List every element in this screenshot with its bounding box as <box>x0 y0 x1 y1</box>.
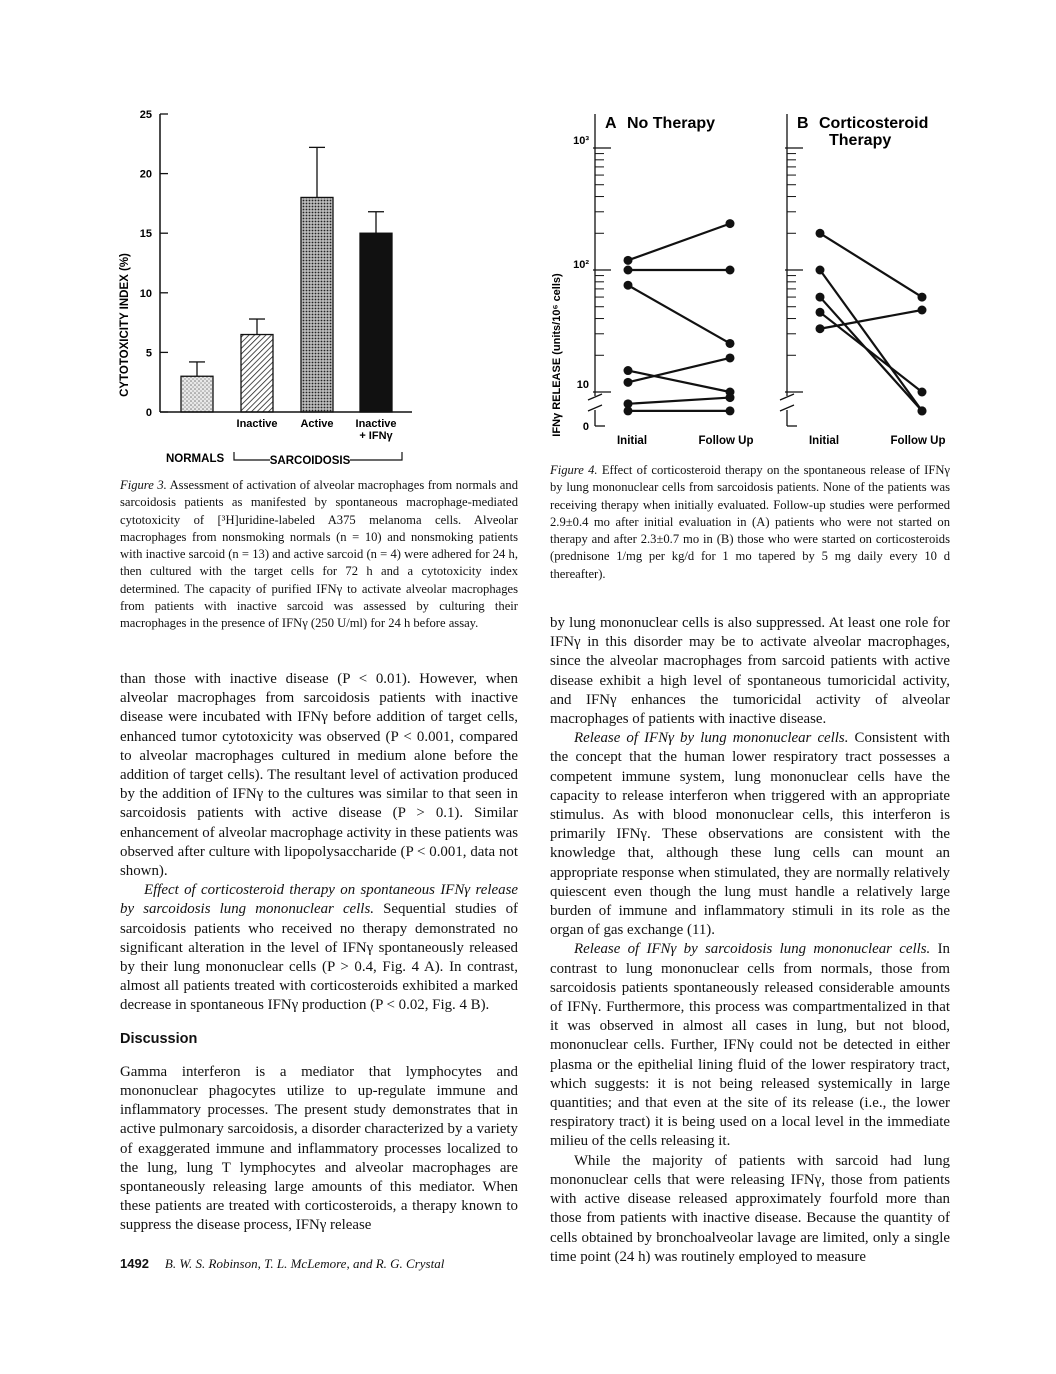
panel-title: Therapy <box>829 132 892 149</box>
data-point <box>726 339 735 348</box>
data-point <box>918 306 927 315</box>
figure-4-caption <box>550 462 950 583</box>
x-tick-label: Follow Up <box>698 435 754 447</box>
data-point <box>624 378 633 387</box>
paragraph-text: Consistent with the concept that the human lower respiratory tract possesses a competent immune system, lung mononuclear cells have the capacity to release interferon when triggered with an appropriate stimulus. As with blood mononuclear cells, this interferon is primarily IFNγ. These observations are consistent with the knowledge that, although these lung cells can mount an appropriate response when stimulated, they are normally relatively quiescent even though the lung must handle a relatively large burden of immune and inflammatory stimuli in its role as the organ of gas exchange (11). <box>550 730 951 939</box>
y-tick-label: 0 <box>582 421 589 433</box>
paragraph <box>550 940 950 1151</box>
bar <box>181 376 213 412</box>
data-point <box>918 293 927 302</box>
data-point <box>816 308 825 317</box>
x-tick-label: Follow Up <box>890 435 946 447</box>
footer-authors: B. W. S. Robinson, T. L. McLemore, and R. G. Crystal <box>164 1256 445 1271</box>
page-number: 1492 <box>120 1256 149 1271</box>
paragraph-text: Sequential studies of sarcoidosis patients who received no therapy demonstrated no significant alteration in the level of IFNγ spontaneously released by their lung mononuclear cells (P > 0.4, Fig. 4 A). In contrast, almost all patients treated with corticosteroids exhibited a marked decrease in spontaneous IFNγ production (P < 0.02, Fig. 4 B). <box>120 901 519 1014</box>
series-line <box>628 371 730 392</box>
data-point <box>726 219 735 228</box>
series-line <box>628 358 730 382</box>
y-tick-label: 10² <box>573 259 589 271</box>
y-axis-label: IFNγ RELEASE (units/10⁶ cells) <box>551 273 563 437</box>
panel-title: Corticosteroid <box>819 115 929 132</box>
figure-4-caption-lead: Figure 4. <box>550 463 598 477</box>
series-line <box>820 233 922 297</box>
bar <box>360 233 392 412</box>
data-point <box>816 229 825 238</box>
panel-B <box>797 115 945 447</box>
data-point <box>624 406 633 415</box>
x-tick-label: Initial <box>808 435 840 447</box>
axis-break <box>588 394 602 411</box>
data-point <box>816 266 825 275</box>
data-point <box>624 266 633 275</box>
x-tick-label: Initial <box>616 435 648 447</box>
y-tick-label: 20 <box>139 168 152 181</box>
paragraph-heading: Effect of corticosteroid therapy on spontaneous IFNγ release by sarcoidosis lung mononuclear cells. <box>120 882 518 918</box>
x-tick-label: Active <box>300 418 334 430</box>
figure-3-caption-lead: Figure 3. <box>120 478 167 492</box>
figure-4-line-chart <box>540 100 960 460</box>
left-column-text <box>120 670 518 1236</box>
y-tick-label: 10 <box>576 379 589 391</box>
x-tick-label: Inactive <box>236 418 278 430</box>
figure-3-caption <box>120 477 518 633</box>
y-tick-label: 0 <box>145 407 152 419</box>
panel-title: No Therapy <box>627 115 716 132</box>
series-line <box>820 270 922 411</box>
paragraph-heading: Release of IFNγ by lung mononuclear cells. <box>574 730 849 747</box>
data-point <box>624 281 633 290</box>
figure-4-caption-text: Effect of corticosteroid therapy on the spontaneous release of IFNγ by lung mononuclear cells from sarcoidosis patients. None of the patients was receiving therapy when initially evaluated. Follow-up studies were performed 2.9±0.4 mo after initial evaluation in (A) patients who were not started on therapy and after 2.3±0.7 mo in (B) those who were started on corticosteroids (prednisone 1/mg per kg/d for 1 mo tapered by 5 mg daily every 10 d thereafter). <box>550 463 950 581</box>
paragraph: Gamma interferon is a mediator that lymphocytes and mononuclear phagocytes utilize to up-regulate immune and inflammatory processes. The present study demonstrates that in active pulmonary sarcoidosis, a disorder characterized by a variety of exaggerated immune and inflammatory processes localized to the lung, lung T lymphocytes and alveolar macrophages are spontaneously releasing large amounts of this mediator. When these patients are treated with corticosteroids, a therapy known to suppress the disease process, IFNγ release <box>120 1063 518 1234</box>
bar <box>301 197 333 412</box>
normals-group-label: NORMALS <box>166 453 225 465</box>
data-point <box>816 324 825 333</box>
panel-letter: A <box>605 115 617 132</box>
right-column-text <box>550 614 950 1267</box>
y-axis-label: CYTOTOXICITY INDEX (%) <box>119 253 131 397</box>
y-tick-label: 10³ <box>573 135 589 147</box>
y-tick-label: 25 <box>139 109 152 121</box>
axis-break <box>780 394 794 411</box>
paragraph <box>550 729 950 940</box>
series-line <box>820 297 922 411</box>
x-tick-label: + IFNγ <box>359 430 393 442</box>
panel-letter: B <box>797 115 809 132</box>
data-point <box>624 366 633 375</box>
paragraph <box>120 881 518 1015</box>
data-point <box>726 406 735 415</box>
paragraph-heading: Release of IFNγ by sarcoidosis lung mononuclear cells. <box>574 941 931 958</box>
data-point <box>624 256 633 265</box>
series-line <box>820 312 922 392</box>
data-point <box>918 388 927 397</box>
paragraph: by lung mononuclear cells is also suppressed. At least one role for IFNγ in this disorder may be to activate alveolar macrophages, since the alveolar macrophages from sarcoid patients with active disease exhibit a high level of spontaneous tumoricidal activity, and IFNγ enhances the tumoricidal activity of alveolar macrophages of patients with inactive disease. <box>550 615 950 728</box>
data-point <box>726 393 735 402</box>
panel-A <box>605 115 753 447</box>
section-heading: Discussion <box>120 1030 198 1047</box>
figure-3-caption-text: Assessment of activation of alveolar macrophages from normals and sarcoidosis patients as manifested by spontaneous macrophage-mediated cytotoxicity of [³H]uridine-labeled A375 melanoma cells. Alveolar macrophages from nonsmoking normals (n = 10) and nonsmoking patients with inactive sarcoid (n = 13) and active sarcoid (n = 4) were adhered for 24 h, then cultured with the target cells for 72 h and a cytotoxicity index determined. The capacity of purified IFNγ to activate alveolar macrophages from patients with inactive sarcoid was assessed by culturing their macrophages in the presence of IFNγ (250 U/ml) for 24 h before assay. <box>120 478 518 631</box>
paragraph: While the majority of patients with sarcoid had lung mononuclear cells that were releasing IFNγ, those from patients with active disease released approximately fourfold more than those from patients with inactive disease. Because the quantity of cells obtained by bronchoalveolar lavage are limited, only a single time point (24 h) was routinely employed to measure <box>550 1152 950 1265</box>
sarcoidosis-group-label: SARCOIDOSIS <box>269 455 351 467</box>
data-point <box>918 406 927 415</box>
data-point <box>726 266 735 275</box>
x-tick-label: Inactive <box>355 418 397 430</box>
data-point <box>726 353 735 362</box>
data-point <box>816 293 825 302</box>
y-tick-label: 15 <box>139 228 152 241</box>
paragraph: than those with inactive disease (P < 0.01). However, when alveolar macrophages from sarcoidosis patients with inactive disease were incubated with IFNγ before addition of target cells, enhanced tumor cytotoxicity was observed (P < 0.001, compared to alveolar macrophages cultured in medium alone before the addition of target cells). The resultant level of activation produced by the addition of IFNγ to the cultures was similar to that seen in sarcoidosis patients with active disease (P > 0.1). Similar enhancement of alveolar macrophage activity in these patients was observed after culture with lipopolysaccharide (P < 0.001, data not shown). <box>120 671 518 880</box>
y-tick-label: 10 <box>139 287 152 300</box>
series-line <box>628 285 730 343</box>
series-line <box>628 224 730 261</box>
page-footer <box>120 1256 444 1272</box>
figure-3-bar-chart <box>110 100 430 470</box>
paragraph-text: In contrast to lung mononuclear cells from normals, those from sarcoidosis patients spontaneously released considerable amounts of IFNγ. Furthermore, this process was compartmentalized in that it was observed in almost all cases in lung, but not blood, mononuclear cells. Further, IFNγ could not be detected in either plasma or the epithelial lining fluid of the lower respiratory tract, which suggests: it is not being released systemically in large quantities; and that even at the site of its release (i.e., the lower respiratory tract) it is being used on a local level in the immediate milieu of the cells releasing it. <box>550 941 950 1150</box>
series-line <box>628 398 730 404</box>
bar <box>241 335 273 412</box>
y-tick-label: 5 <box>145 347 152 360</box>
